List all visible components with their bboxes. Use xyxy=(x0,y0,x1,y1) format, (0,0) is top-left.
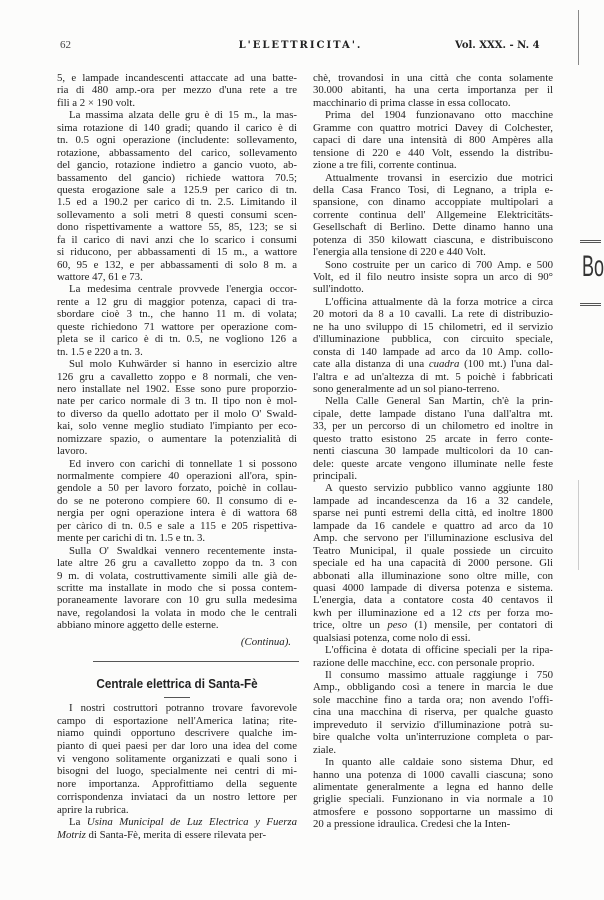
text-line: kai, solo venne meglio studiato l'impianto per eco- xyxy=(57,420,297,433)
text-line: rotazione, abbassamento del carico, sollevamento xyxy=(57,146,297,159)
text-line: Nella Calle General San Martin, ch'è la prin- xyxy=(325,395,553,408)
text-line: fili a 2 × 190 volt. xyxy=(57,96,136,109)
text-line: queste richiedono 71 wattore per operazione com- xyxy=(57,320,297,333)
text-line: campo di esportazione nell'America latina; rite- xyxy=(57,714,297,727)
text-line: dele: queste arcate vengono illuminate nelle feste xyxy=(313,457,553,470)
text-line: corrispondenza inviataci da un nostro lettore per xyxy=(57,790,297,803)
text-line: Attualmente trovansi in esercizio due motrici xyxy=(325,171,553,184)
right-column xyxy=(313,72,553,831)
text-line: Teatro Municipal, il quale possiede un circuito xyxy=(313,544,553,557)
text-line: late altre 26 gru a cavalletto zoppo da tn. 3 con xyxy=(57,557,297,570)
text-line: tn. 1.5 e 220 a tn. 3. xyxy=(57,345,143,358)
text-line: L'officina attualmente dà la forza motrice a circa xyxy=(325,295,553,308)
text-line: speciale ed ha una capacità di 2000 persone. Gli xyxy=(313,557,553,570)
paragraph xyxy=(57,358,297,458)
text-line: pianto di quei paesi per dar loro una idea del come xyxy=(57,740,297,753)
paragraph xyxy=(313,482,553,644)
journal-title: L'ELETTRICITA'. xyxy=(238,40,363,51)
paragraph xyxy=(313,172,553,259)
text-line: sole macchine fino a tarda ora; non avendo l'offi- xyxy=(313,693,553,706)
text-line: abbiano minore aggetto delle esterne. xyxy=(57,619,219,632)
text-line: sima rotazione di 140 gradi; quando il carico è di xyxy=(57,121,297,134)
adjacent-page-rule-top xyxy=(580,240,601,243)
volume-issue: Vol. XXX. - N. 4 xyxy=(455,40,540,51)
text-line: normalmente compiere 40 operazioni all'ora, spin- xyxy=(57,470,297,482)
text-line: ne ha uno sviluppo di 15 chilometri, ed il servizio xyxy=(313,320,553,333)
paragraph xyxy=(57,458,297,545)
text-line: ziale. xyxy=(313,743,337,756)
text-line: cina una macchina di riserva, per qualche guasto xyxy=(313,706,553,719)
text-line: wattore 47, 61 e 73. xyxy=(57,271,143,283)
italic-text: peso xyxy=(387,619,408,632)
text-line: griglie speciali. Funzionano in via normale a 10 xyxy=(313,793,553,806)
text-line: 60, 95 e 132, e per abbassamenti di solo 8 m. a xyxy=(57,258,297,271)
paragraph xyxy=(57,109,297,283)
text-line: l'energia alla tensione di 220 e 440 Volt. xyxy=(313,246,486,259)
adjacent-page-edge-lower xyxy=(578,480,579,570)
text-line: 1.5 ed a 190.2 per carico di tn. 2.5. Limitando il xyxy=(57,196,297,209)
text-line: Sul molo Kuhwärder si hanno in esercizio altre xyxy=(69,358,297,371)
text-line: I nostri costruttori potranno trovare favorevole xyxy=(69,702,297,714)
text-line: La medesima centrale provvede l'energia occor- xyxy=(69,283,297,296)
text-line: questa erogazione sale a 125.9 per carico di tn. xyxy=(57,183,297,196)
text-span: La xyxy=(69,816,87,829)
paragraph xyxy=(57,545,297,632)
text-line: niamo quindi opportuno descrivere qualche im- xyxy=(57,727,297,740)
text-line: atmosfere e possono sopportarne un massimo di xyxy=(313,805,553,818)
text-line: consta di 140 lampade ad arco da 10 Amp. collo- xyxy=(313,345,553,358)
text-line: cipale, dette lampade distano l'una dall'altra mt. xyxy=(313,407,553,420)
text-line: nero installate nel 1902. Esse sono pure proporzio- xyxy=(57,382,297,395)
left-column xyxy=(57,72,297,632)
text-line: Sulla O' Swaldkai vennero recentemente insta- xyxy=(69,544,297,557)
continued-note: (Continua). xyxy=(240,636,291,648)
text-span: kwh per illuminazione ed a 12 xyxy=(313,606,469,619)
paragraph xyxy=(57,702,297,816)
text-line xyxy=(313,619,553,631)
text-line: Amp., obbligando così a tenere in marcia le due xyxy=(313,681,553,694)
text-line: poraneamente lavorare con 10 gru sulla medesima xyxy=(57,594,297,607)
text-line: L'officina è dotata di officine speciali per la ripa- xyxy=(325,644,553,657)
paragraph xyxy=(57,816,297,841)
text-line: aprire la rubrica. xyxy=(57,803,129,816)
text-line: abbonati alla illuminazione sono oltre mille, con xyxy=(313,569,553,582)
text-line: chè, trovandosi in una città che conta solamente xyxy=(313,72,553,84)
text-line: 126 gru a cavalletto zoppo e 8 normali, che ven- xyxy=(57,370,297,383)
text-line: Il consumo massimo attuale raggiunge i 750 xyxy=(325,669,553,681)
text-line: rente a 12 gru di maggior potenza, capaci di tra- xyxy=(57,295,297,308)
section-divider xyxy=(93,661,299,662)
text-line: pleta se il carico è di tn. 0.5, ne vogliono 126 a xyxy=(57,333,297,346)
paragraph xyxy=(313,109,553,171)
text-line: lavoro. xyxy=(57,445,88,458)
text-span: di Santa-Fè, merita di essere rilevata per- xyxy=(85,828,267,841)
text-line: 20 a pressione idraulica. Credesi che la Inten- xyxy=(313,818,511,831)
text-line xyxy=(313,607,553,619)
text-line xyxy=(313,358,553,370)
adjacent-page-fragment: Bo xyxy=(582,250,604,283)
text-line: Ed invero con carichi di tonnellate 1 si possono xyxy=(69,457,297,470)
text-span: (1) mensile, per contatori di xyxy=(407,619,553,632)
text-line: per càrico di tn. 0.5 e sale a 115 e 205 rispettiva- xyxy=(57,519,297,532)
text-span: cate alla distanza di una xyxy=(313,358,429,371)
italic-text: Usina Municipal de Luz Electrica y Fuerza xyxy=(86,816,297,829)
text-line: tensione di 220 e 440 Volt, essendo la distribu- xyxy=(313,146,553,159)
text-line: sull'indotto. xyxy=(313,283,364,296)
text-line: sono generalmente ad un sol piano-terreno. xyxy=(313,382,500,395)
text-line: questo tratto esistono 25 arcate in ferro conte- xyxy=(313,432,553,445)
text-line: dono rispettivamente a wattore 55, 85, 123; se si xyxy=(57,221,297,234)
text-line: nore importanza. Approfittiamo della seguente xyxy=(57,778,297,791)
text-line: corrente continua dell' Allgemeine Elektricitäts- xyxy=(313,208,553,221)
text-line: mente per carichi di tn. 1.5 e tn. 3. xyxy=(57,532,206,545)
text-line: nergia per ogni operazione intera è di wattora 68 xyxy=(57,507,297,520)
text-line: 5, e lampade incandescenti attaccate ad una batte- xyxy=(57,72,297,84)
text-line: fa il carico di navi anzi che lo scarico i consumi xyxy=(57,233,297,246)
text-line: ria di 480 amp.-ora per mezzo d'una rete a tre xyxy=(57,84,297,97)
text-line: to diverso da quello adottato per il molo O' Swald- xyxy=(57,407,297,420)
text-line: del gancio, rotazione indietro a gancio vuoto, ab- xyxy=(57,159,297,172)
text-line: capaci di dare una intensità di 800 Ampères alla xyxy=(313,134,553,147)
text-line: 30.000 abitanti, ha una certa importanza per il xyxy=(313,84,553,97)
text-line: della Casa Franco Tosi, di Legnano, a tripla e- xyxy=(313,183,553,196)
paragraph xyxy=(313,644,553,669)
italic-text: cuadra xyxy=(428,358,460,371)
text-span: trice, oltre un xyxy=(313,619,388,632)
text-line: spansione, con dinamo accoppiate multipolari a xyxy=(313,196,553,209)
text-line: sparse nei punti estremi della città, ed inoltre 1800 xyxy=(313,507,553,520)
adjacent-page-edge xyxy=(578,10,579,65)
text-line: d'illuminazione pubblica, con circuito speciale, xyxy=(313,333,553,346)
text-line: sollevamento a soli metri 8 questi consumi scen- xyxy=(57,208,297,221)
text-line: 33, per un percorso di un chilometro ed inoltre in xyxy=(313,420,553,433)
text-line: nenti ciascuna 30 lampade multicolori da 10 can- xyxy=(313,445,553,458)
paragraph xyxy=(313,669,553,756)
text-line: alimentate generalmente a legna ed hanno delle xyxy=(313,780,553,793)
text-line: scritte ma installate in modo che si possa contem- xyxy=(57,581,297,594)
text-line: hanno una potenza di 1000 cavalli ciascuna; sono xyxy=(313,768,553,781)
text-span: per forza mo- xyxy=(480,606,553,619)
paragraph xyxy=(313,296,553,396)
text-span: (100 mt.) l'una dal- xyxy=(459,358,553,371)
text-line: Prima del 1904 funzionavano otto macchine xyxy=(325,109,553,122)
text-line: gendole a 50 per lavoro forzato, poichè in collau- xyxy=(57,482,297,495)
text-line: Sono costruite per un carico di 700 Amp. e 500 xyxy=(325,258,553,271)
text-line: In quanto alle caldaie sono sistema Dhur, ed xyxy=(325,756,553,769)
text-line: Gesellschaft di Berlino. Dette dinamo hanno una xyxy=(313,221,553,234)
italic-text: Motriz xyxy=(57,828,86,841)
text-line: nate per carico normale di 3 tn. Il tipo non è mol- xyxy=(57,395,297,408)
text-line: 20 motori da 8 a 10 cavalli. La rete di distribuzio- xyxy=(313,308,553,321)
section-heading: Centrale elettrica di Santa-Fè xyxy=(96,676,258,691)
paragraph xyxy=(57,283,297,358)
text-line: zione a tre fili, corrente continua. xyxy=(313,159,457,172)
text-line: Gramme con quattro motrici Davey di Colchester, xyxy=(313,121,553,134)
heading-underline xyxy=(164,697,190,698)
text-line: lampade da 16 candele e quattro ad arco da 10 xyxy=(313,519,553,532)
text-line: qualsiasi potenza, come nolo di essi. xyxy=(313,631,471,644)
text-line: quasi 4000 lampade di diversa potenza e sistema. xyxy=(313,581,553,594)
text-line: nave, regolandosi la volata in modo che le centrali xyxy=(57,606,297,619)
text-line: macchinario di prima classe in essa collocato. xyxy=(313,96,511,109)
text-line: A questo servizio pubblico vanno aggiunte 180 xyxy=(325,482,553,495)
text-line: bire qualche volta un'interruzione completa o par- xyxy=(313,731,553,744)
text-line: 9 m. di volata, costruttivamente simili alle già de- xyxy=(57,569,297,582)
text-line xyxy=(57,816,297,829)
text-line: tn. 0.5 ogni operazione (includente: sollevamento, xyxy=(57,134,297,147)
text-line: Amp. che servono per l'illuminazione esclusiva del xyxy=(313,532,553,545)
text-line: sbordare cioè 3 tn., che hanno 11 m. di volata; xyxy=(57,308,297,321)
text-line: do se ne poterono compiere 60. Il consumo di e- xyxy=(57,494,297,507)
paragraph xyxy=(313,72,553,109)
paragraph xyxy=(57,72,297,109)
paragraph xyxy=(313,756,553,831)
paragraph xyxy=(313,259,553,296)
text-line: bisogni del luogo, specialmente nei centri di mi- xyxy=(57,765,297,778)
text-line: impreveduto il servizio d'illuminazione potrà su- xyxy=(313,718,553,731)
paragraph xyxy=(313,395,553,482)
text-line: l'altra e ad un'altezza di mt. 5 poichè i fabbricati xyxy=(313,370,553,383)
text-line: nomizzare spazio, o aumentare la potenzialità di xyxy=(57,432,297,445)
text-line: potenza di 350 kilowatt ciascuna, e distribuiscono xyxy=(313,233,553,246)
text-line: vi vengono solitamente organizzati e quali sono i xyxy=(57,752,297,765)
text-line: L'energia, data a contatore costa 40 centavos il xyxy=(313,594,553,607)
text-line: La massima alzata delle gru è di 15 m., la mas- xyxy=(69,109,297,122)
adjacent-page-rule-bottom xyxy=(580,303,601,306)
text-line: lampade ad incandescenza da 16 a 32 candele, xyxy=(313,494,553,507)
page-number: 62 xyxy=(60,39,71,51)
text-line: si riducono, per abbassamenti di 15 m., a wattore xyxy=(57,246,297,259)
text-line: Volt, ed il filo neutro insiste sopra un arco di 90° xyxy=(313,271,553,283)
text-line: razione delle macchine, ecc. con personale proprio. xyxy=(313,656,535,669)
text-line: bassamento del gancio) richiede wattora 70.5; xyxy=(57,171,297,184)
text-line xyxy=(57,829,297,842)
text-line: principali. xyxy=(313,470,358,482)
italic-text: cts xyxy=(468,606,481,619)
section-body xyxy=(57,702,297,842)
